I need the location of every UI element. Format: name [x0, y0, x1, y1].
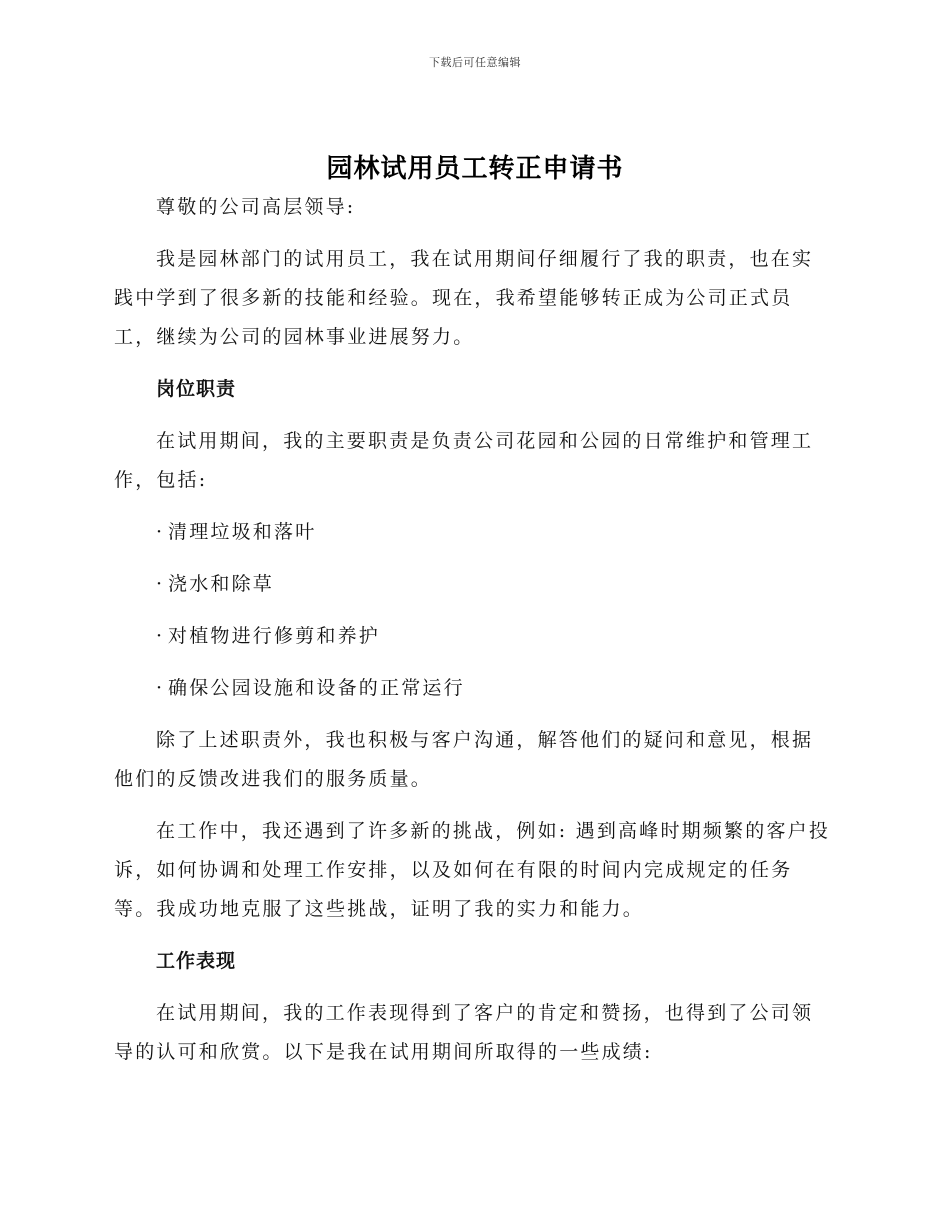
bullet-icon: ·: [156, 521, 165, 543]
salutation: 尊敬的公司高层领导:: [156, 196, 356, 218]
intro-paragraph: 我是园林部门的试用员工，我在试用期间仔细履行了我的职责，也在实践中学到了很多新的技能和经验。现在，我希望能够转正成为公司正式员工，继续为公司的园林事业进展努力。: [114, 248, 814, 348]
document-title: 园林试用员工转正申请书: [326, 154, 624, 184]
section-heading-duties: 岗位职责: [156, 378, 237, 400]
bullet-icon: ·: [156, 677, 165, 699]
list-item: [114, 669, 834, 708]
list-item: [114, 617, 834, 656]
list-item-text: 浇水和除草: [168, 573, 275, 595]
list-item: [114, 513, 834, 552]
list-item-text: 确保公园设施和设备的正常运行: [168, 677, 465, 699]
header-note: 下载后可任意编辑: [429, 56, 521, 69]
bullet-icon: ·: [156, 573, 165, 595]
duties-list: [114, 513, 834, 708]
duties-paragraph-3: 在工作中，我还遇到了许多新的挑战，例如: 遇到高峰时期频繁的客户投诉，如何协调和处理工作安排，以及如何在有限的时间内完成规定的任务等。我成功地克服了这些挑战，证明了我的实力和能力。: [114, 820, 831, 920]
duties-lead-paragraph: 在试用期间，我的主要职责是负责公司花园和公园的日常维护和管理工作，包括:: [114, 430, 814, 491]
section-heading-performance: 工作表现: [156, 950, 237, 972]
duties-paragraph-2: 除了上述职责外，我也积极与客户沟通，解答他们的疑问和意见，根据他们的反馈改进我们的服务质量。: [114, 729, 814, 790]
list-item-text: 清理垃圾和落叶: [168, 521, 317, 543]
performance-lead-paragraph: 在试用期间，我的工作表现得到了客户的肯定和赞扬，也得到了公司领导的认可和欣赏。以下是我在试用期间所取得的一些成绩:: [114, 1002, 814, 1063]
list-item: [114, 565, 834, 604]
list-item-text: 对植物进行修剪和养护: [168, 625, 381, 647]
document-body: [114, 188, 834, 1085]
bullet-icon: ·: [156, 625, 165, 647]
